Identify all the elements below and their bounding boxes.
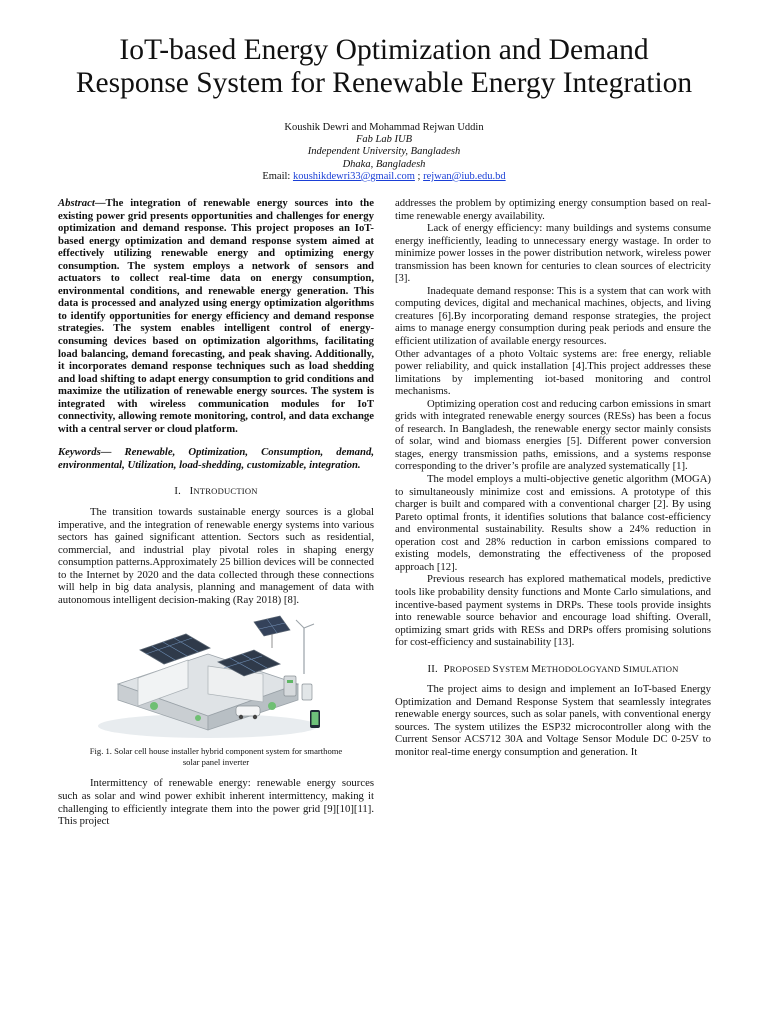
- email-link-2[interactable]: rejwan@iub.edu.bd: [423, 170, 506, 182]
- title-line-2: Response System for Renewable Energy Integration: [75, 67, 693, 99]
- email-separator: ;: [414, 170, 424, 182]
- keywords: Keywords— Renewable, Optimization, Consumption, demand, environmental, Utilization, load-shedding, customizable, integration.: [58, 446, 374, 471]
- abstract-label: Abstract: [58, 197, 95, 209]
- left-column: [58, 197, 374, 828]
- right-paragraph-2: Lack of energy efficiency: many buildings and systems consume energy inefficiently, leading to unnecessary energy wastage. In order to minimize power losses in the power distribution network, wireless power transmission has been known for centuries to clean sources of electricity [3].: [395, 222, 711, 285]
- smart-home-isometric-image: [58, 614, 374, 742]
- affiliation-city: Dhaka, Bangladesh: [342, 158, 426, 170]
- right-paragraph-1: addresses the problem by optimizing energy consumption based on real-time renewable energy availability.: [395, 197, 711, 222]
- right-paragraph-5: Optimizing operation cost and reducing carbon emissions in smart grids with integrated renewable energy sources (RESs) has been a focus of research. In Bangladesh, the renewable energy sector mainly consists of solar, wind and biomass energies [5]. Different power conversion stages, energy transmission paths, emissions, and a systems response corresponding to the driver’s profile are analyzed systematically [1].: [395, 397, 711, 473]
- email-label: Email:: [262, 170, 291, 182]
- figure-caption: Fig. 1. Solar cell house installer hybrid component system for smarthome solar panel inverter: [89, 746, 343, 767]
- title-line-1: IoT-based Energy Optimization and Demand: [119, 34, 649, 66]
- email-link-1[interactable]: koushikdewri33@gmail.com: [292, 170, 415, 182]
- right-paragraph-8: The project aims to design and implement an IoT-based Energy Optimization and Demand Response System that seamlessly integrates renewable energy sources, such as solar panels, with conventional energy sources. The system utilizes the ESP32 microcontroller along with the Current Sensor ACS712 30A and Voltage Sensor Module DC 0-25V to monitor real-time energy consumption and generation. It: [395, 683, 711, 758]
- abstract: [58, 197, 374, 435]
- email-line: [134, 171, 634, 183]
- right-paragraph-7: Previous research has explored mathematical models, predictive tools like probability density functions and Monte Carlo simulations, and incentive-based payment systems in DRPs. These tools provide insights into renewable source behavior and encourage load shifting. Overall, optimizing smart grids with RESs and DRPs offers promising solutions for cost-efficiency and sustainability [13].: [395, 573, 711, 649]
- right-column: [395, 197, 711, 759]
- affiliation-university: Independent University, Bangladesh: [307, 146, 461, 158]
- abstract-text: —The integration of renewable energy sources into the existing power grid presents opportunities and challenges for energy optimization and demand response. This project proposes an IoT-based energy optimization and demand response system aimed at effectively utilizing renewable energy and optimizing energy consumption. The system employs a network of sensors and actuators to collect real-time data on energy consumption, environmental conditions, and renewable energy generation. This data is processed and analyzed using energy optimization algorithms to identify opportunities for energy efficiency and demand response strategies. The system enables intelligent control of energy-consuming devices based on optimization algorithms, facilitating load balancing, demand forecasting, and peak shaving. Additionally, it incorporates demand response techniques such as load shedding and load shifting to adapt energy consumption to grid conditions and maximize the utilization of renewable energy sources. The system is integrated with wireless communication modules for IoT connectivity, allowing remote monitoring, control, and data exchange with a central server or cloud platform.: [58, 197, 374, 435]
- intro-paragraph-2: Intermittency of renewable energy: renewable energy sources such as solar and wind power exhibit inherent intermittency, making it challenging to efficiently integrate them into the power grid [9][10][11]. This project: [58, 777, 374, 828]
- figure-smart-home-illustration: [58, 614, 374, 742]
- author-block: [134, 122, 634, 183]
- paper-title: [40, 34, 728, 100]
- section-heading-methodology: II. PROPOSED SYSTEM METHODOLOGYAND SIMULATION: [427, 662, 679, 675]
- right-paragraph-3: Inadequate demand response: This is a system that can work with computing devices, digital and mechanical machines, objects, and living creatures [6].By incorporating demand response strategies, the project aims to manage energy consumption during peak periods and ensure the efficient utilization of available energy resources.: [395, 284, 711, 348]
- section-heading-introduction: I. INTRODUCTION: [174, 485, 258, 498]
- author-names: Koushik Dewri and Mohammad Rejwan Uddin: [284, 122, 484, 133]
- right-paragraph-6: The model employs a multi-objective genetic algorithm (MOGA) to simultaneously minimize cost and emissions. A prototype of this charger is built and compared with a conventional charger [2]. By using Pareto optimal fronts, it identifies solutions that balance cost-efficiency and environmental sustainability. Results show a 24% reduction in operation cost and 28% reduction in carbon emissions compared to existing models, demonstrating the effectiveness of the proposed approach [12].: [395, 473, 711, 573]
- intro-paragraph-1: The transition towards sustainable energy sources is a global imperative, and the integration of renewable energy systems into various sectors has gained significant attention. Sectors such as residential, commercial, and industrial play pivotal roles in shaping energy consumption patterns.Approximately 25 billion devices will be connected to the Internet by 2020 and the data collected through these connections will help in big data analysis, planning and management of data with autonomous intelligent decision-making (Ray 2018) [8].: [58, 506, 374, 606]
- affiliation-lab: Fab Lab IUB: [356, 134, 412, 146]
- right-paragraph-4: Other advantages of a photo Voltaic systems are: free energy, reliable power reliability, and quick installation [4].This project addresses these limitations by implementing iot-based monitoring and control mechanisms.: [395, 347, 711, 398]
